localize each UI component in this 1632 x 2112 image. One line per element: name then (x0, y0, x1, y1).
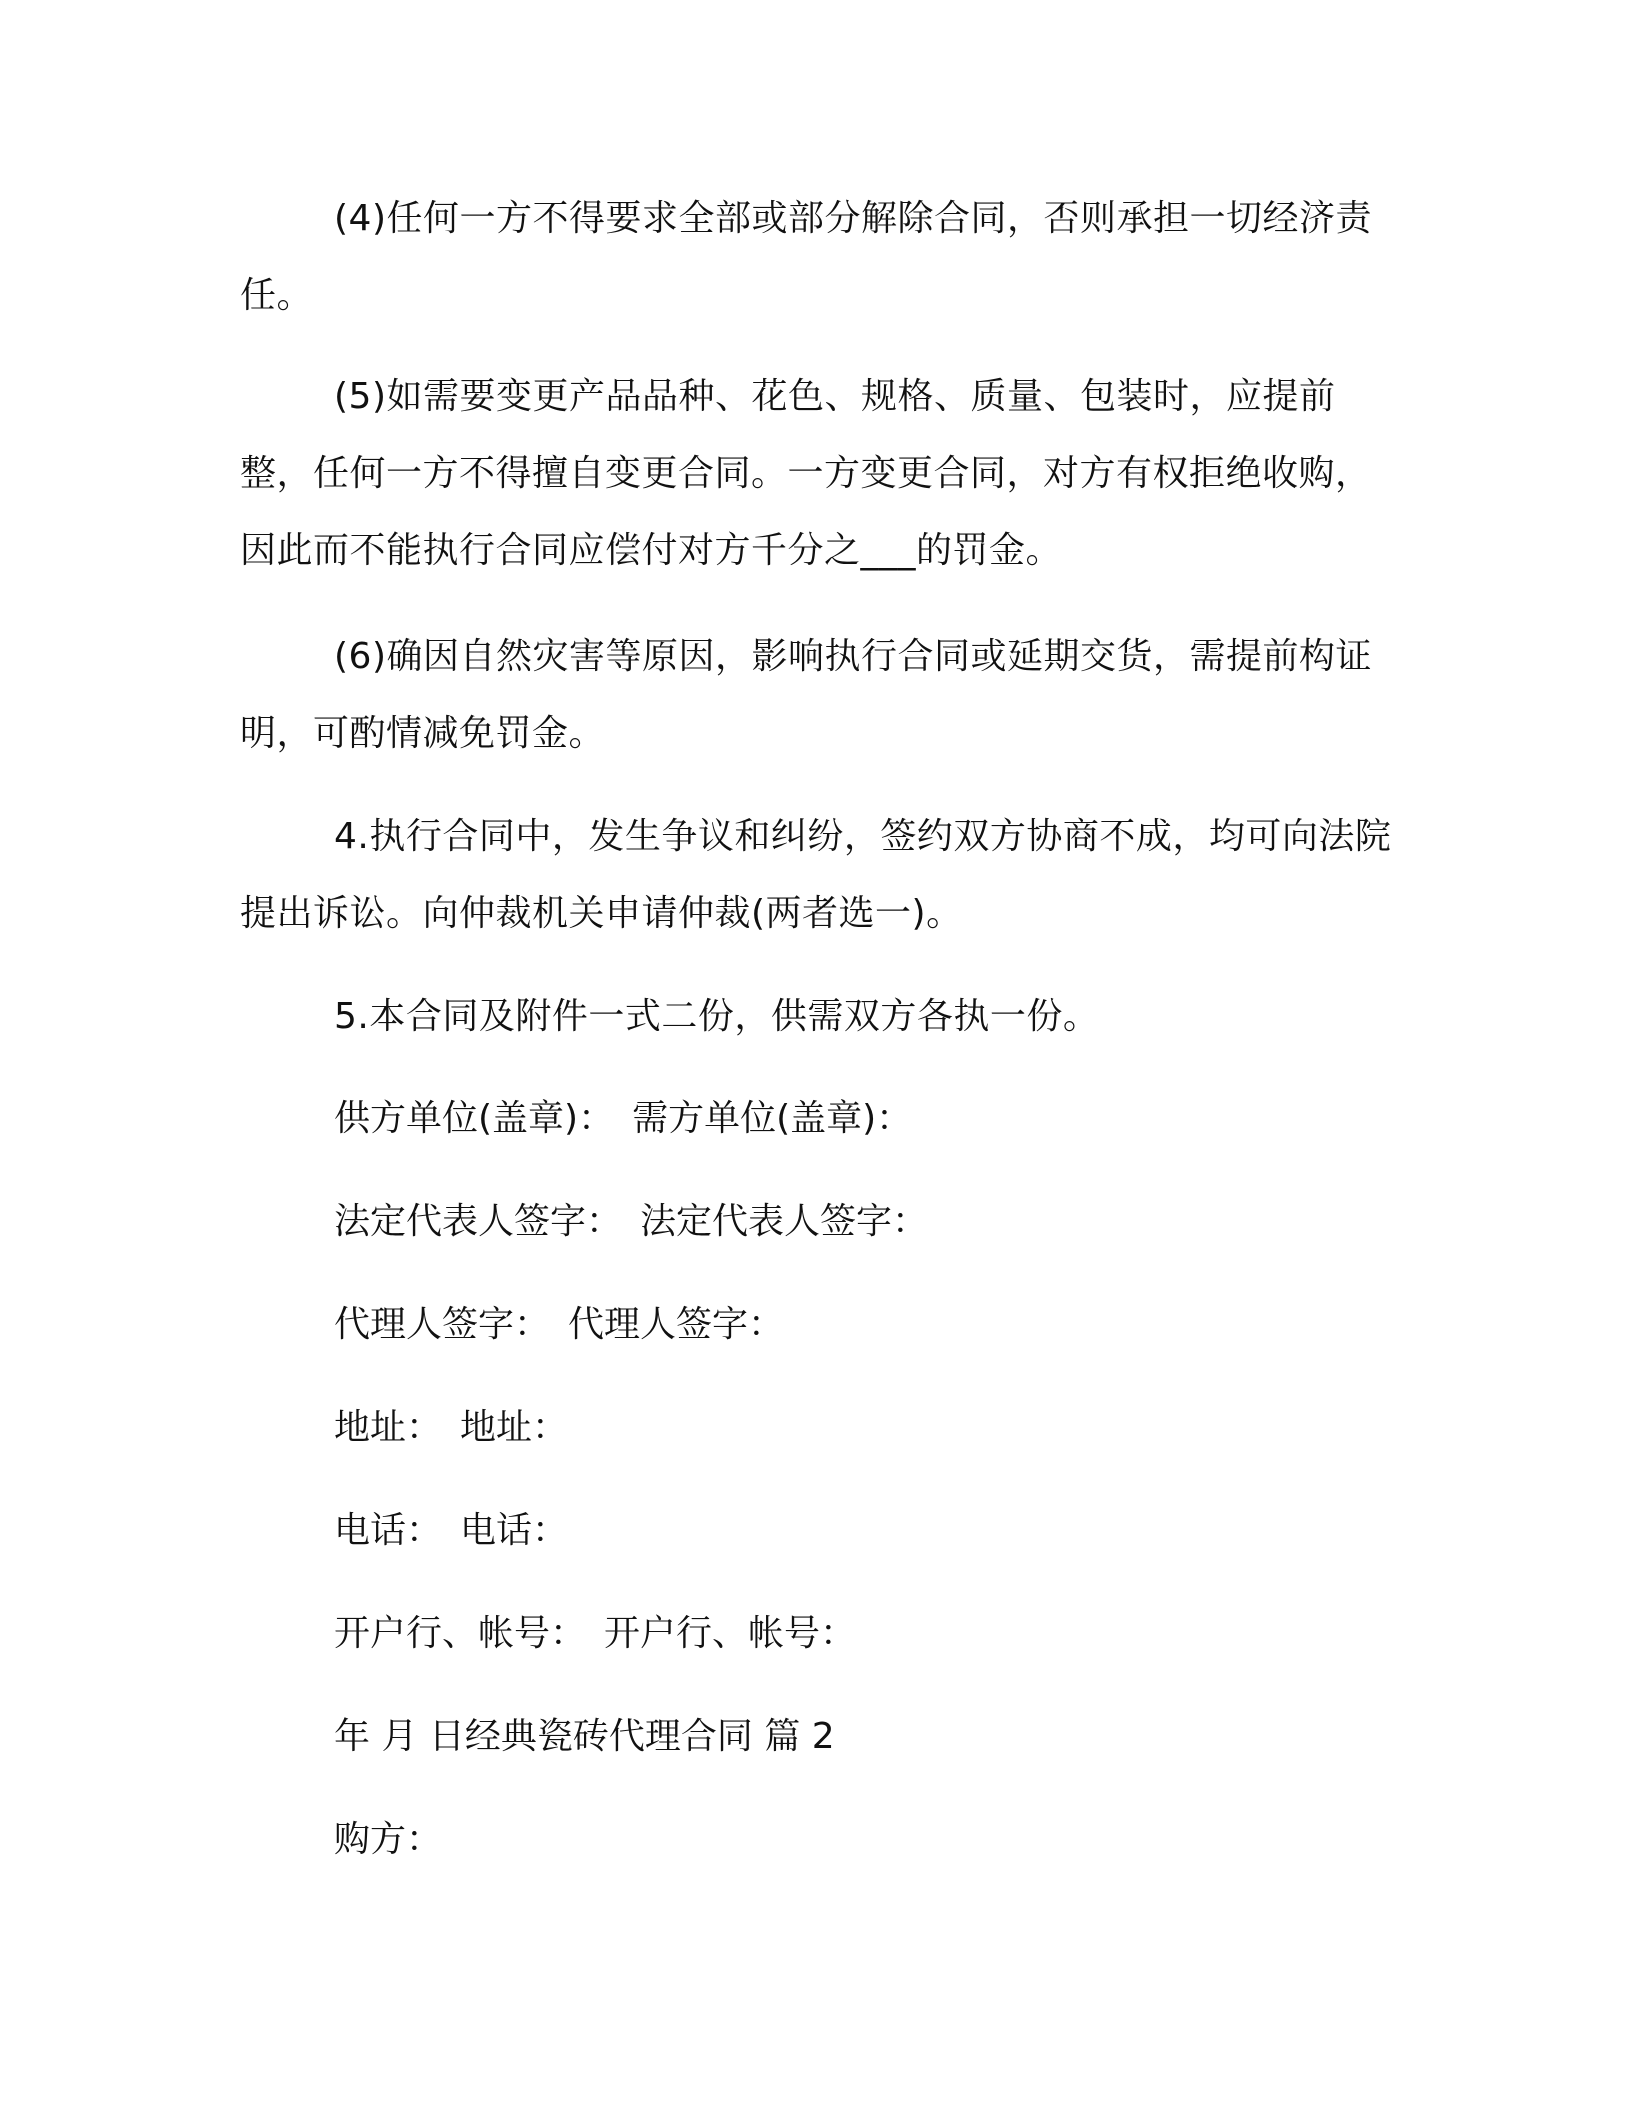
supplier-bank-label: 开户行、帐号： (334, 1613, 587, 1654)
supplier-phone-label: 电话： (334, 1510, 443, 1551)
item-5-paragraph: 5.本合同及附件一式二份，供需双方各执一份。 (334, 996, 1100, 1037)
buyer-phone-label: 电话： (460, 1510, 569, 1551)
buyer-legal-rep-label: 法定代表人签字： (640, 1201, 929, 1242)
address-line (334, 1403, 568, 1453)
buyer-unit-label: 需方单位(盖章)： (632, 1098, 913, 1139)
agent-line (334, 1300, 784, 1350)
clause-4-paragraph: (4)任何一方不得要求全部或部分解除合同，否则承担一切经济责任。 (240, 198, 1372, 316)
legal-rep-line (334, 1197, 928, 1247)
buyer-address-label: 地址： (460, 1407, 569, 1448)
clause-6-paragraph: (6)确因自然灾害等原因，影响执行合同或延期交货，需提前构证明，可酌情减免罚金。 (240, 636, 1372, 754)
buyer-agent-label: 代理人签字： (568, 1304, 785, 1345)
item-4-paragraph: 4.执行合同中，发生争议和纠纷，签约双方协商不成，均可向法院提出诉讼。向仲裁机关申请仲裁(两者选一)。 (240, 816, 1392, 934)
phone-line (334, 1506, 568, 1556)
date-and-next-contract-title: 年 月 日经典瓷砖代理合同 篇 2 (334, 1716, 835, 1757)
buyer-bank-label: 开户行、帐号： (604, 1613, 857, 1654)
unit-seal-line (334, 1094, 912, 1144)
bank-account-line (334, 1609, 856, 1659)
supplier-unit-label: 供方单位(盖章)： (334, 1098, 615, 1139)
supplier-address-label: 地址： (334, 1407, 443, 1448)
supplier-agent-label: 代理人签字： (334, 1304, 551, 1345)
buyer-line: 购方： (334, 1819, 443, 1860)
clause-5-paragraph: (5)如需要变更产品品种、花色、规格、质量、包装时，应提前整，任何一方不得擅自变更合同。一方变更合同，对方有权拒绝收购，因此而不能执行合同应偿付对方千分之___的罚金。 (240, 376, 1372, 571)
supplier-legal-rep-label: 法定代表人签字： (334, 1201, 623, 1242)
